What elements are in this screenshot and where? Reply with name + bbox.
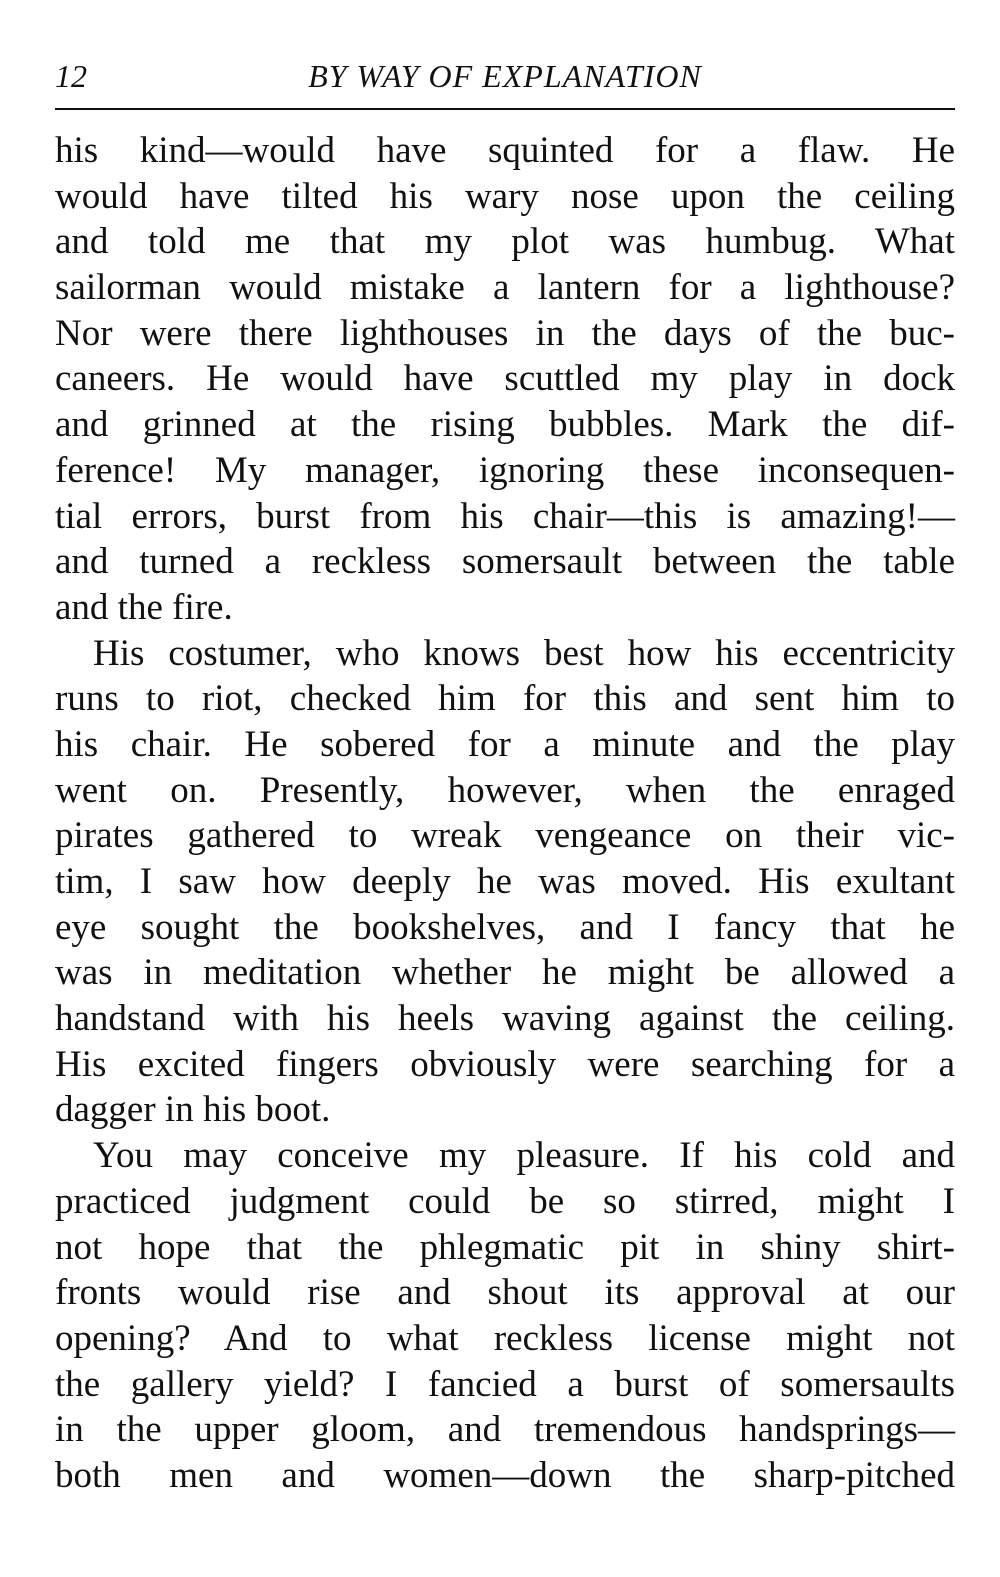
page-number: 12: [55, 58, 87, 94]
text-line: tim, I saw how deeply he was moved. His exultant: [55, 861, 955, 902]
text-line: eye sought the bookshelves, and I fancy that he: [55, 906, 955, 948]
text-line: pirates gathered to wreak vengeance on their vic-: [55, 815, 955, 857]
text-line: ference! My manager, ignoring these inconsequen-: [55, 449, 955, 491]
text-line: sailorman would mistake a lantern for a lighthouse?: [55, 267, 955, 309]
text-line: fronts would rise and shout its approval at our: [55, 1272, 955, 1314]
paragraph: [55, 128, 955, 631]
book-page: [55, 52, 955, 1499]
text-line: tial errors, burst from his chair—this is amazing!—: [55, 495, 955, 537]
text-line: handstand with his heels waving against the ceiling.: [55, 998, 955, 1040]
text-line: and turned a reckless somersault between the table: [55, 541, 955, 583]
text-line: and told me that my plot was humbug. What: [55, 221, 955, 263]
paragraph: [55, 631, 955, 1134]
text-line: Nor were there lighthouses in the days of the buc-: [55, 312, 955, 354]
text-line: caneers. He would have scuttled my play in dock: [55, 358, 955, 400]
page-header: [55, 52, 955, 110]
text-line: and the fire.: [55, 586, 233, 628]
text-line: would have tilted his wary nose upon the ceiling: [55, 175, 955, 217]
text-line: runs to riot, checked him for this and sent him to: [55, 678, 955, 720]
body-text: [55, 128, 955, 1499]
text-line: dagger in his boot.: [55, 1089, 331, 1131]
running-title: BY WAY OF EXPLANATION: [308, 58, 702, 94]
text-line: His costumer, who knows best how his eccentricity: [93, 632, 955, 674]
text-line: was in meditation whether he might be allowed a: [55, 952, 955, 994]
text-line: his chair. He sobered for a minute and the play: [55, 723, 955, 765]
text-line: the gallery yield? I fancied a burst of somersaults: [55, 1363, 955, 1405]
text-line: in the upper gloom, and tremendous handsprings—: [55, 1409, 955, 1451]
text-line: and grinned at the rising bubbles. Mark the dif-: [55, 404, 955, 446]
paragraph: [55, 1133, 955, 1499]
text-line: You may conceive my pleasure. If his cold and: [93, 1135, 955, 1177]
text-line: His excited fingers obviously were searching for a: [55, 1043, 955, 1085]
text-line: practiced judgment could be so stirred, might I: [55, 1180, 955, 1222]
text-line: both men and women—down the sharp-pitched: [55, 1454, 955, 1496]
text-line: not hope that the phlegmatic pit in shiny shirt-: [55, 1226, 955, 1268]
text-line: opening? And to what reckless license might not: [55, 1317, 955, 1359]
text-line: went on. Presently, however, when the enraged: [55, 769, 955, 811]
text-line: his kind—would have squinted for a flaw. He: [55, 130, 955, 171]
